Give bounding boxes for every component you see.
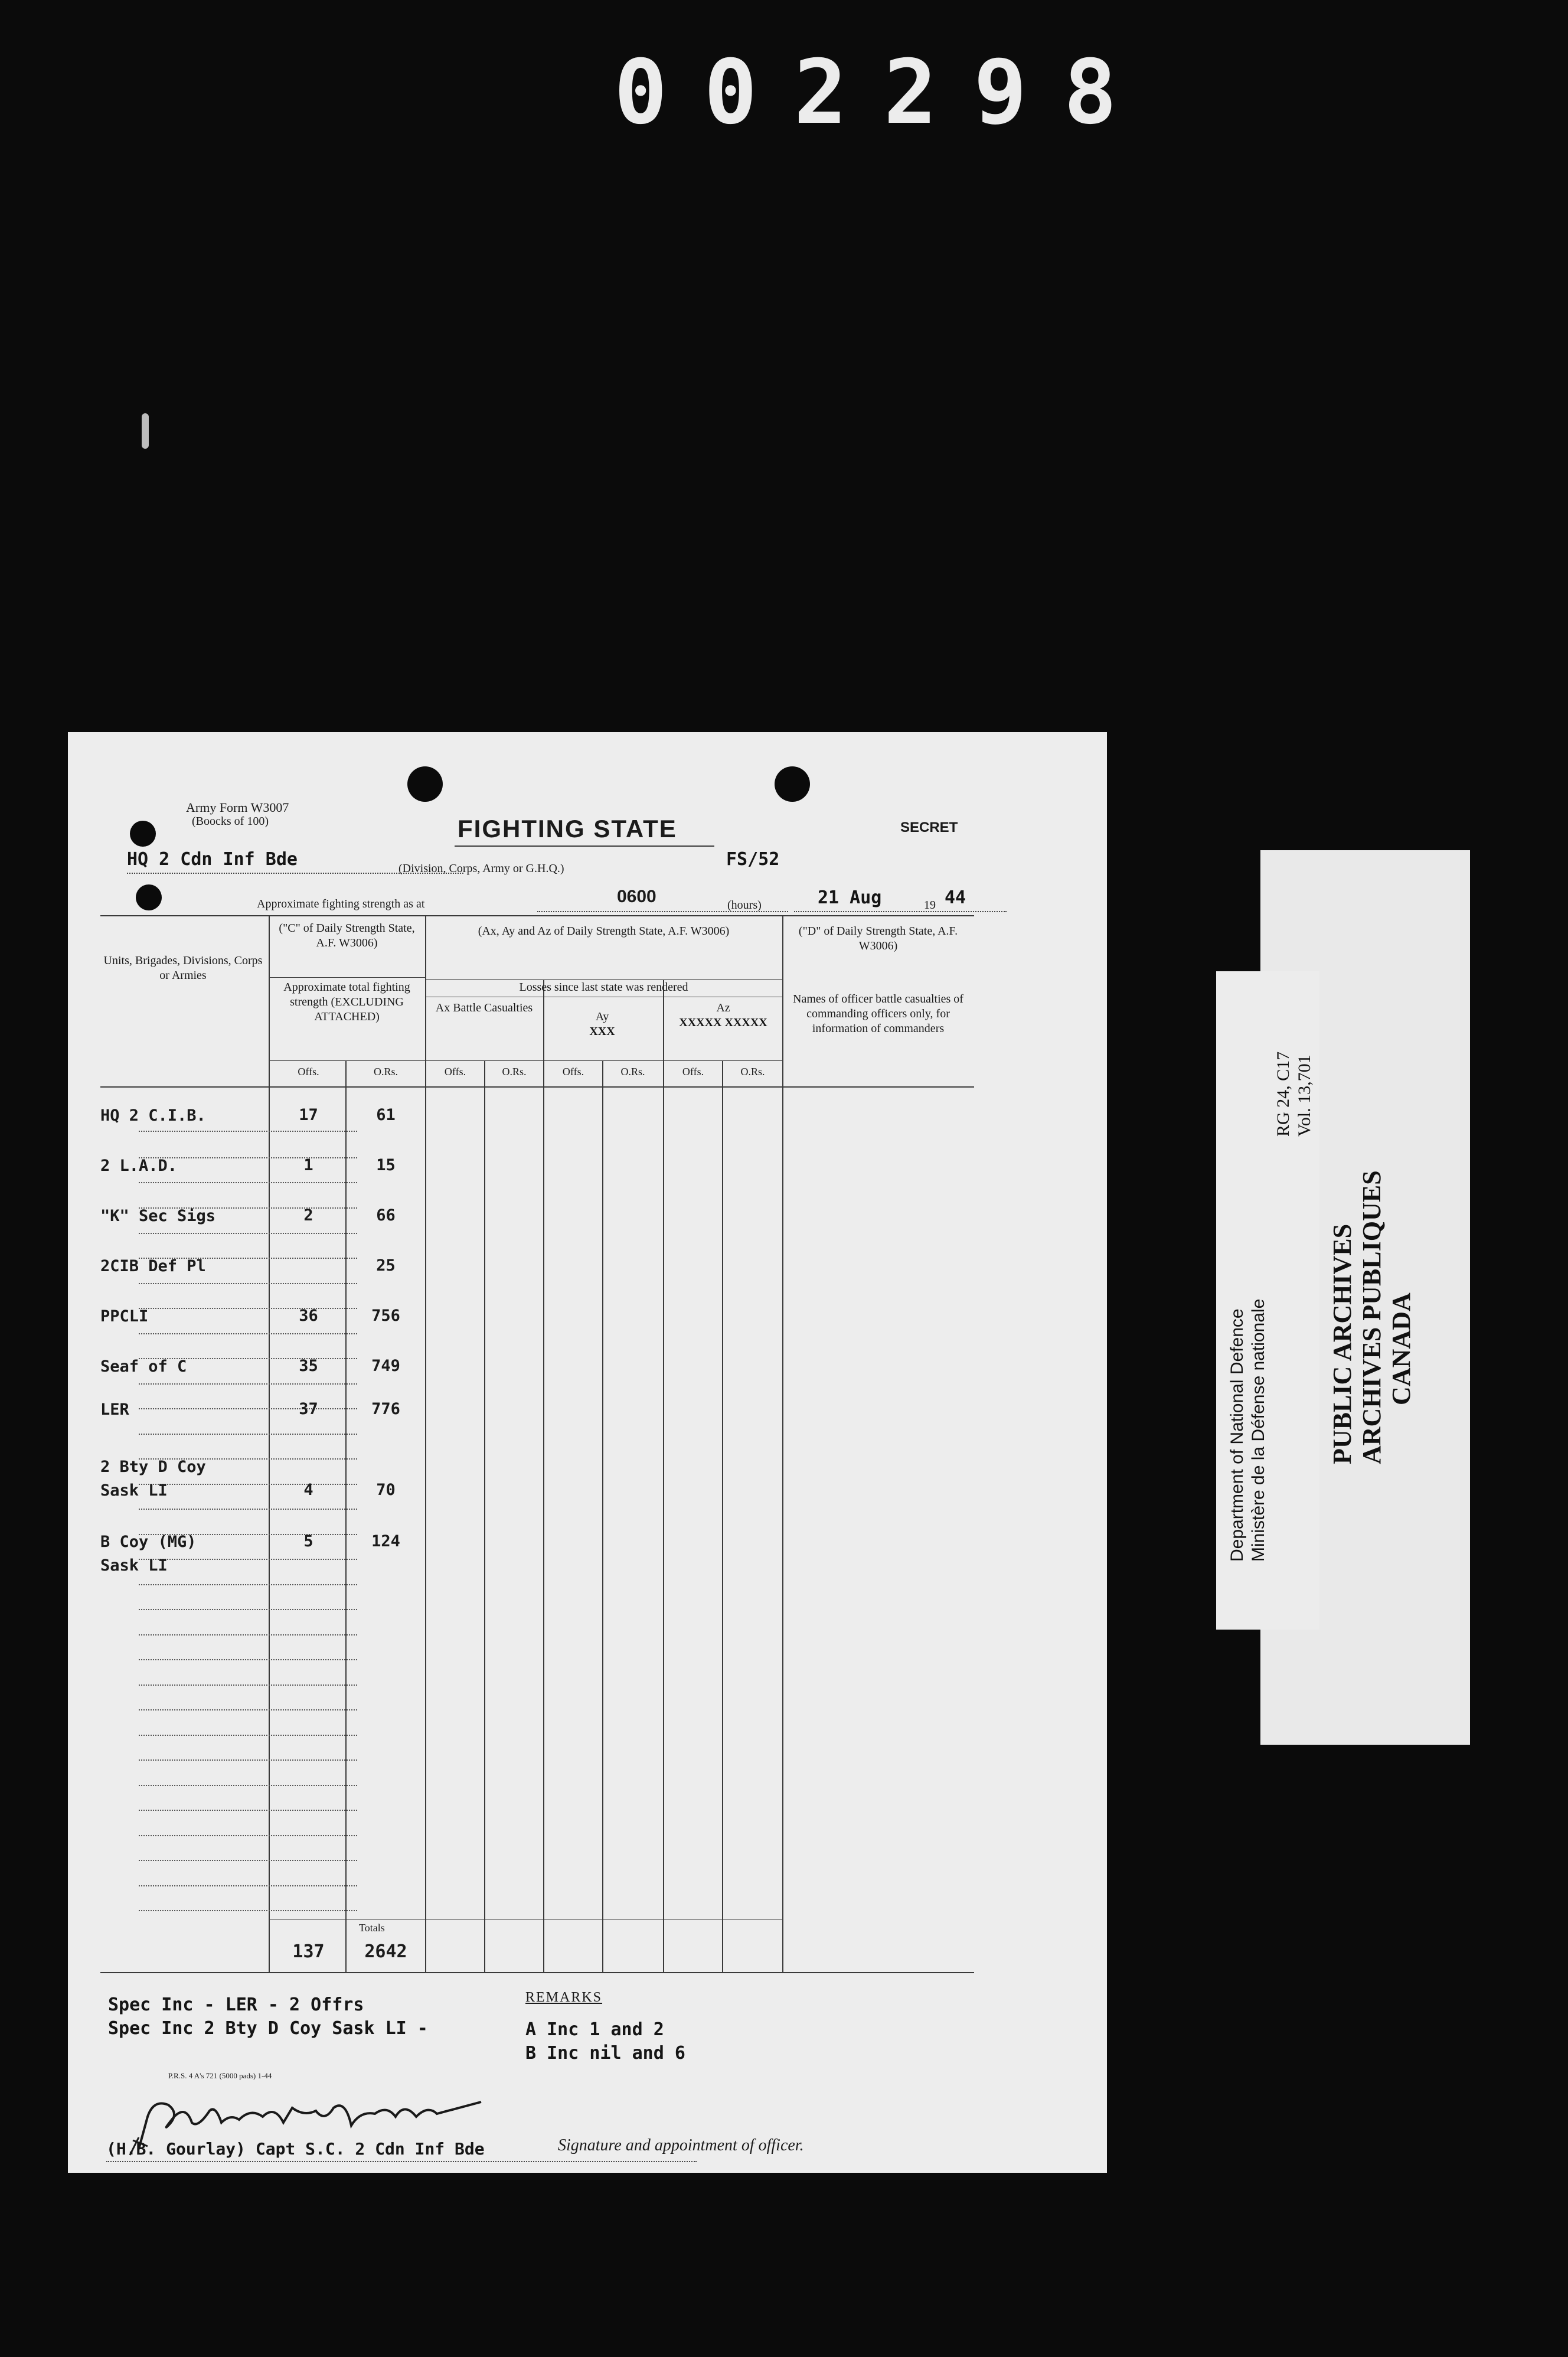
d-column-header: ("D" of Daily Strength State, A.F. W3006): [798, 925, 958, 952]
archive-card-front: [1216, 971, 1319, 1630]
row-unit: LER: [100, 1401, 129, 1419]
units-column-header: Units, Brigades, Divisions, Corps or Armies: [103, 954, 263, 982]
punch-hole-left: [407, 766, 443, 802]
record-group-reference: RG 24, C17: [1273, 1051, 1293, 1137]
unit-name: HQ 2 Cdn Inf Bde: [127, 849, 298, 870]
ruling-line: [139, 1709, 357, 1710]
archive-label-cards: [1227, 850, 1485, 1748]
print-code: P.R.S. 4 A's 721 (5000 pads) 1-44: [168, 2071, 272, 2080]
ruling-line: [139, 1759, 357, 1761]
row-ors: 749: [371, 1357, 400, 1375]
col-rule-d: [782, 915, 783, 1972]
row-ors: 61: [376, 1106, 396, 1124]
film-speck: [142, 413, 149, 449]
ax-header: Ax Battle Casualties: [435, 1001, 533, 1014]
signer-name: (H.B. Gourlay) Capt S.C. 2 Cdn Inf Bde: [106, 2139, 485, 2159]
az-offs-header: Offs.: [682, 1066, 704, 1078]
az-struck-text: XXXXX XXXXX: [679, 1016, 767, 1029]
form-title: FIGHTING STATE: [458, 815, 677, 843]
special-inc-note-2: Spec Inc 2 Bty D Coy Sask LI -: [108, 2018, 428, 2039]
ax-ors-header: O.Rs.: [502, 1066, 527, 1078]
c-column-subheader: Approximate total fighting strength (EXCLUDING ATTACHED): [283, 981, 410, 1023]
ruling-line: [139, 1283, 357, 1284]
row-offs: 2: [303, 1206, 313, 1225]
header-bottom-rule: [100, 1086, 974, 1088]
col-rule-az: [663, 980, 664, 1972]
ruling-line: [139, 1131, 357, 1132]
total-ors: 2642: [364, 1941, 407, 1962]
hours-caption: (hours): [727, 899, 762, 912]
col-rule-ay-mid: [602, 1060, 603, 1972]
classification-stamp: SECRET: [900, 820, 958, 835]
report-year: 44: [945, 887, 966, 908]
row-unit: Seaf of C: [100, 1357, 187, 1376]
army-form-number: Army Form W3007: [186, 800, 289, 815]
public-archives-line-1: PUBLIC ARCHIVES: [1328, 1223, 1357, 1464]
a-column-header: (Ax, Ay and Az of Daily Strength State, A.F. W3006): [478, 925, 730, 938]
a-losses-rule: [425, 979, 782, 980]
volume-reference: Vol. 13,701: [1295, 1055, 1314, 1137]
col-rule-ax-mid: [484, 1060, 485, 1972]
remarks-heading: REMARKS: [525, 1990, 603, 2005]
strength-caption: Approximate fighting strength as at: [257, 897, 425, 910]
ruling-line: [139, 1684, 357, 1686]
ruling-line: [139, 1509, 357, 1510]
row-ors: 66: [376, 1206, 396, 1225]
remark-b: B Inc nil and 6: [525, 2043, 685, 2064]
punch-hole-right: [775, 766, 810, 802]
punch-mark-2: [136, 884, 162, 910]
totals-label: Totals: [359, 1922, 385, 1934]
total-offs: 137: [292, 1941, 325, 1962]
row-offs: 1: [303, 1156, 313, 1174]
strength-time: 0600: [617, 887, 656, 906]
ruling-line: [139, 1885, 357, 1886]
year-prefix: 19: [924, 899, 936, 912]
row-ors: 15: [376, 1156, 396, 1174]
az-header: Az: [716, 1001, 730, 1014]
ay-struck-text: XXX: [589, 1025, 615, 1038]
ruling-line: [139, 1383, 357, 1385]
row-ors: 70: [376, 1481, 396, 1499]
punch-mark-1: [130, 821, 156, 847]
ruling-line: [139, 1333, 357, 1334]
ruling-line: [139, 1835, 357, 1836]
ruling-line: [139, 1559, 357, 1560]
row-ors: 776: [371, 1400, 400, 1418]
unit-caption: (Division, Corps, Army or G.H.Q.): [398, 862, 564, 875]
row-offs: 4: [303, 1481, 313, 1499]
ruling-line: [139, 1860, 357, 1861]
title-underline: [455, 845, 714, 847]
ay-ors-header: O.Rs.: [620, 1066, 645, 1078]
signature-caption: Signature and appointment of officer.: [558, 2136, 804, 2154]
losses-header: Losses since last state was rendered: [519, 981, 688, 994]
ruling-line: [139, 1735, 357, 1736]
ay-offs-header: Offs.: [562, 1066, 584, 1078]
public-archives-line-3: CANADA: [1387, 1292, 1416, 1405]
signature-line: [106, 2161, 697, 2162]
department-english: Department of National Defence: [1227, 1308, 1247, 1562]
d-column-subheader: Names of officer battle casualties of commanding officers only, for information of commanders: [793, 993, 963, 1035]
ruling-line: [139, 1182, 357, 1183]
table-bottom-rule: [100, 1972, 974, 1973]
fighting-state-form: [68, 732, 1107, 2173]
special-inc-note-1: Spec Inc - LER - 2 Offrs: [108, 1994, 364, 2015]
row-offs: 17: [299, 1106, 318, 1124]
microfilm-frame-number: 002298: [614, 41, 1154, 144]
report-date: 21 Aug: [818, 887, 882, 908]
row-unit: HQ 2 C.I.B.: [100, 1106, 206, 1125]
form-serial: FS/52: [726, 849, 780, 870]
books-note: (Boocks of 100): [192, 815, 269, 828]
ay-header: Ay: [595, 1010, 609, 1023]
ruling-line: [139, 1659, 357, 1660]
row-unit-line2: Sask LI: [100, 1481, 168, 1500]
ruling-line: [139, 1785, 357, 1786]
ruling-line: [139, 1434, 357, 1435]
ruling-line: [139, 1634, 357, 1635]
row-unit: B Coy (MG): [100, 1533, 197, 1551]
c-ors-header: O.Rs.: [373, 1066, 398, 1078]
row-ors: 756: [371, 1307, 400, 1325]
row-unit: 2CIB Def Pl: [100, 1257, 206, 1275]
ruling-line: [139, 1810, 357, 1811]
row-offs: 36: [299, 1307, 318, 1325]
row-ors: 25: [376, 1256, 396, 1275]
col-rule-ay: [543, 980, 544, 1972]
ruling-line: [139, 1233, 357, 1234]
row-offs: 37: [299, 1400, 318, 1418]
row-offs: 5: [303, 1532, 313, 1550]
row-unit: "K" Sec Sigs: [100, 1207, 216, 1225]
row-ors: 124: [371, 1532, 400, 1550]
c-offs-header: Offs.: [298, 1066, 319, 1078]
date-line: [794, 911, 1007, 912]
table-top-rule: [100, 915, 974, 916]
ruling-line: [139, 1609, 357, 1610]
row-unit: 2 Bty D Coy: [100, 1458, 206, 1476]
c-column-header: ("C" of Daily Strength State, A.F. W3006): [279, 922, 415, 949]
row-unit: PPCLI: [100, 1307, 149, 1326]
department-french: Ministère de la Défense nationale: [1249, 1298, 1268, 1562]
col-rule-c: [269, 915, 270, 1972]
ruling-line: [139, 1584, 357, 1585]
remark-a: A Inc 1 and 2: [525, 2019, 664, 2040]
ax-offs-header: Offs.: [444, 1066, 466, 1078]
row-unit-line2: Sask LI: [100, 1556, 168, 1575]
c-sub-rule: [269, 977, 425, 978]
az-ors-header: O.Rs.: [740, 1066, 765, 1078]
row-unit: 2 L.A.D.: [100, 1157, 178, 1175]
row-offs: 35: [299, 1357, 318, 1375]
col-rule-az-mid: [722, 1060, 723, 1972]
ruling-line: [139, 1910, 357, 1911]
public-archives-line-2: ARCHIVES PUBLIQUES: [1357, 1170, 1386, 1464]
offs-ors-top-rule: [269, 1060, 782, 1061]
